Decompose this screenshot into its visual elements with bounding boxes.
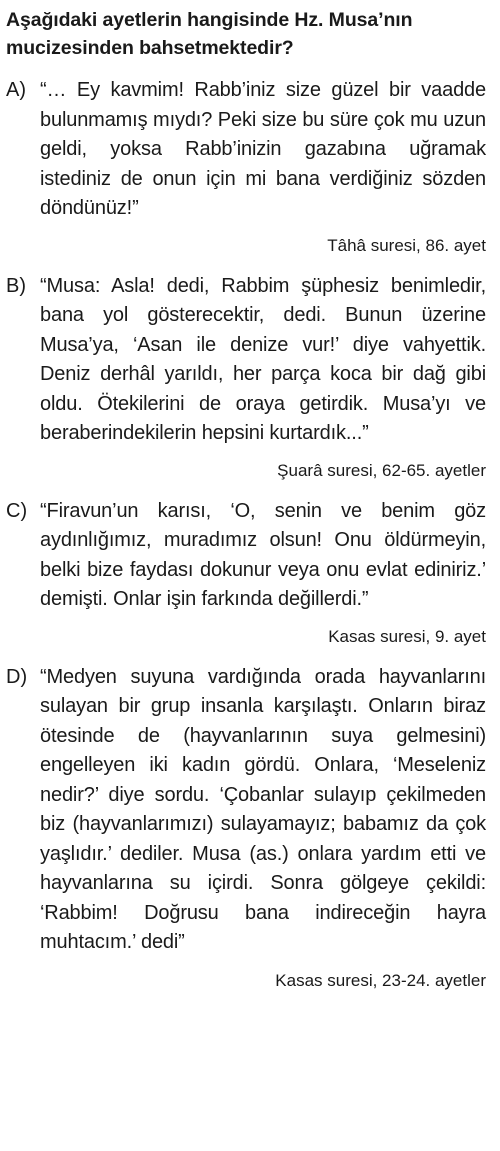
option-source-b: Şuarâ suresi, 62-65. ayetler (277, 460, 486, 480)
option-text-a: “… Ey kavmim! Rabb’iniz size güzel bir vaadde bulunmamış mıydı? Peki size bu süre çok mu uzun geldi, yoksa Rabb’inizin gazabına uğramak istediniz de onun için mi bana verdiğiniz sözden döndünüz!” (40, 79, 486, 219)
option-source-a: Tâhâ suresi, 86. ayet (327, 235, 486, 255)
option-text-c: “Firavun’un karısı, ‘O, senin ve benim göz aydınlığımız, muradımız olsun! Onu öldürmeyin, belki bize faydası dokunur veya onu evlat ediniriz.’ demişti. Onlar işin farkında değillerdi.” (40, 499, 486, 610)
option-letter-d: D) (6, 665, 28, 688)
option-letter-a: A) (6, 79, 26, 101)
option-text-b: “Musa: Asla! dedi, Rabbim şüphesiz benimledir, bana yol gösterecektir, dedi. Bunun üzerine Musa’ya, ‘Asan ile denize vur!’ diye vahyettik. Deniz derhâl yarıldı, her parça koca bir dağ gibi oldu. Ötekilerini de oraya getirdik. Musa’yı ve beraberindekilerin hepsini kurtardık...” (40, 274, 486, 444)
option-source-d: Kasas suresi, 23-24. ayetler (275, 970, 486, 990)
option-d[interactable] (6, 663, 486, 992)
option-letter-b: B) (6, 274, 26, 297)
option-a[interactable] (6, 76, 486, 257)
option-b[interactable] (6, 272, 486, 482)
option-text-d: “Medyen suyuna vardığında orada hayvanlarını sulayan bir grup insanla karşılaştı. Onların biraz ötesinde de (hayvanlarının suya gelmesini) engelleyen iki kadın gördü. Onlara, ‘Meseleniz nedir?’ diye sordu. ‘Çobanlar sulayıp çekilmeden biz (hayvanlarımızı) sulayamayız; babamız da çok yaşlıdır.’ dediler. Musa (as.) onlara yardım etti ve hayvanlarına su içirdi. Sonra gölgeye çekildi: ‘Rabbim! Doğrusu bana indireceğin hayra muhtacım.’ dedi” (40, 665, 486, 953)
question-text: Aşağıdaki ayetlerin hangisinde Hz. Musa’nın mucizesinden bahsetmektedir? (6, 9, 413, 59)
option-source-c: Kasas suresi, 9. ayet (328, 626, 486, 646)
option-c[interactable] (6, 497, 486, 648)
option-letter-c: C) (6, 499, 28, 522)
